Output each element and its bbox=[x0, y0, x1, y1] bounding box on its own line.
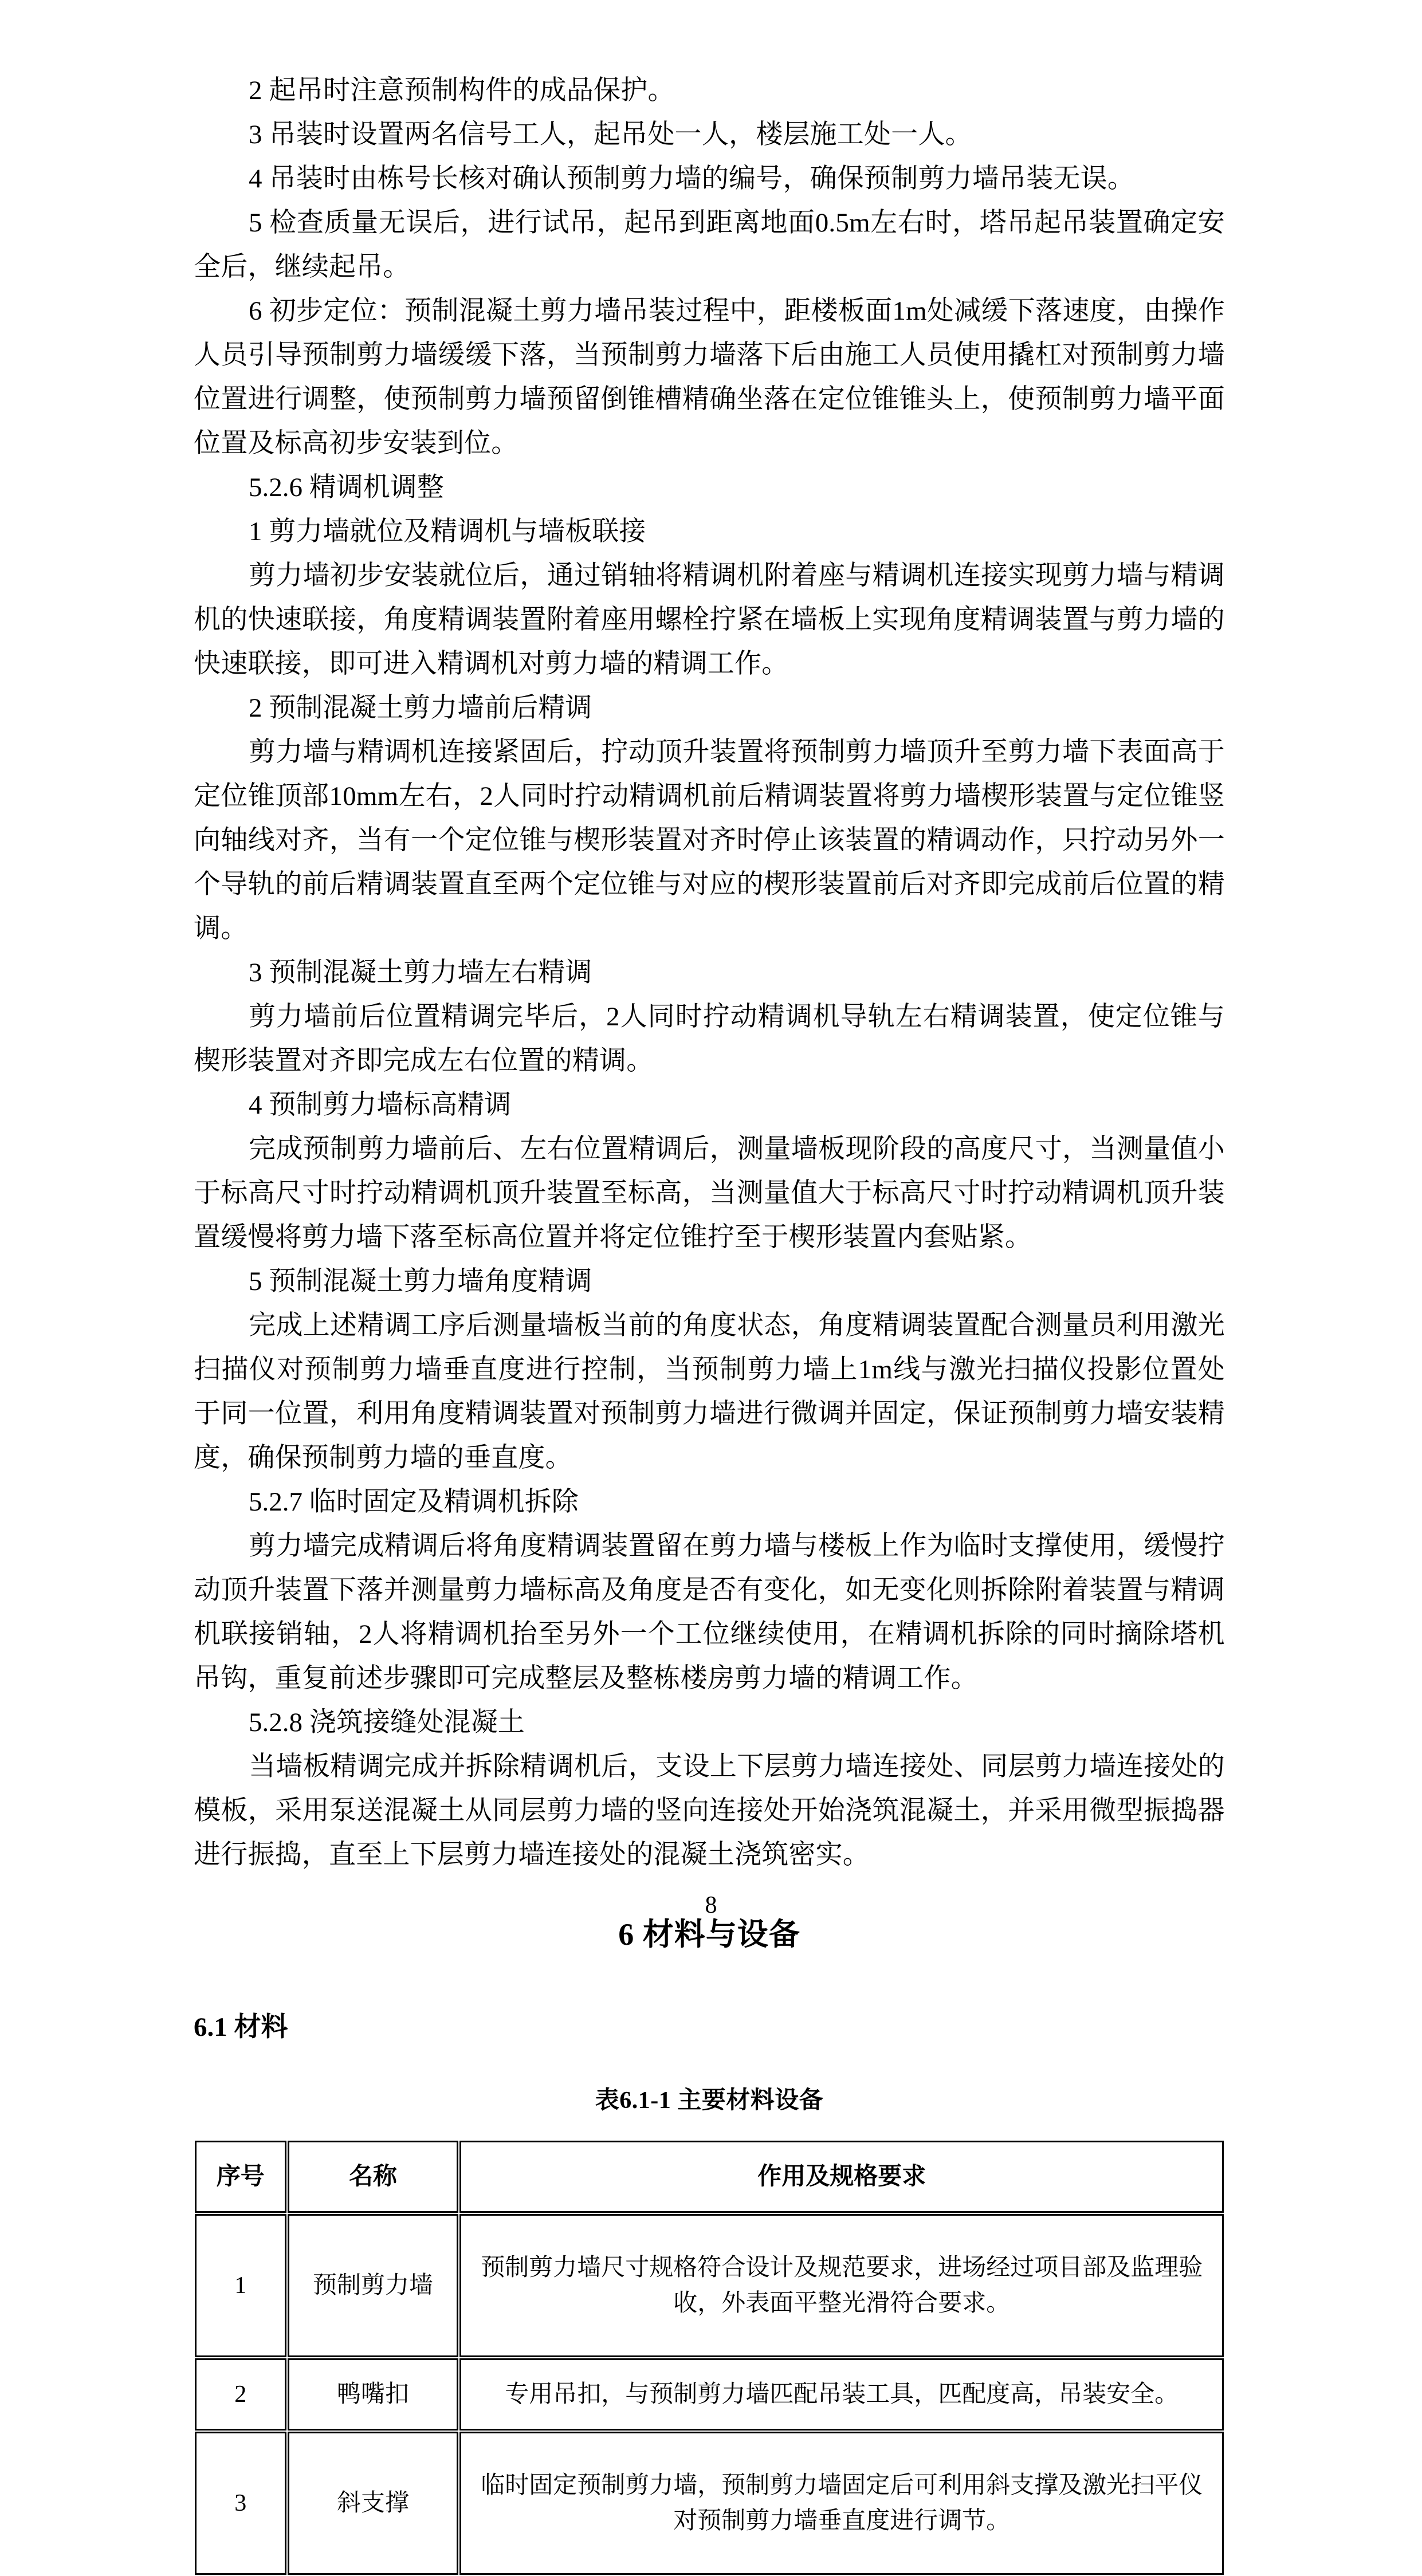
table-body bbox=[195, 2214, 1224, 2575]
section-heading-6-1: 6.1 材料 bbox=[194, 2012, 288, 2042]
heading-5-2-6: 5.2.6 精调机调整 bbox=[249, 473, 444, 502]
cell-no: 1 bbox=[195, 2214, 286, 2357]
paragraph-item-5: 完成上述精调工序后测量墙板当前的角度状态，角度精调装置配合测量员利用激光扫描仪对预制剪力墙垂直度进行控制，当预制剪力墙上1m线与激光扫描仪投影位置处于同一位置，利用角度精调装置对预制剪力墙进行微调并固定，保证预制剪力墙安装精度，确保预制剪力墙的垂直度。 bbox=[194, 1311, 1225, 1473]
numbered-item-2: 2 起吊时注意预制构件的成品保护。 bbox=[249, 76, 675, 105]
heading-item-1: 1 剪力墙就位及精调机与墙板联接 bbox=[249, 517, 646, 546]
cell-name: 预制剪力墙 bbox=[288, 2214, 459, 2357]
page-content bbox=[194, 69, 1225, 2576]
heading-item-2: 2 预制混凝土剪力墙前后精调 bbox=[249, 693, 592, 723]
paragraph-5-2-8: 当墙板精调完成并拆除精调机后，支设上下层剪力墙连接处、同层剪力墙连接处的模板，采用泵送混凝土从同层剪力墙的竖向连接处开始浇筑混凝土，并采用微型振捣器进行振捣，直至上下层剪力墙连接处的混凝土浇筑密实。 bbox=[194, 1752, 1225, 1870]
numbered-item-6: 6 初步定位：预制混凝土剪力墙吊装过程中，距楼板面1m处减缓下落速度，由操作人员引导预制剪力墙缓缓下落，当预制剪力墙落下后由施工人员使用撬杠对预制剪力墙位置进行调整，使预制剪力墙预留倒锥槽精确坐落在定位锥锥头上，使预制剪力墙平面位置及标高初步安装到位。 bbox=[194, 296, 1225, 458]
table-caption: 表6.1-1 主要材料设备 bbox=[595, 2087, 824, 2114]
cell-no: 2 bbox=[195, 2358, 286, 2431]
cell-desc: 预制剪力墙尺寸规格符合设计及规范要求，进场经过项目部及监理验收，外表面平整光滑符合要求。 bbox=[459, 2214, 1224, 2357]
cell-desc: 专用吊扣，与预制剪力墙匹配吊装工具，匹配度高，吊装安全。 bbox=[459, 2358, 1224, 2431]
table-row bbox=[195, 2358, 1224, 2431]
cell-desc: 临时固定预制剪力墙，预制剪力墙固定后可利用斜支撑及激光扫平仪对预制剪力墙垂直度进行调节。 bbox=[459, 2432, 1224, 2575]
heading-5-2-8: 5.2.8 浇筑接缝处混凝土 bbox=[249, 1708, 525, 1737]
column-header-name: 名称 bbox=[288, 2141, 459, 2213]
paragraph-item-2: 剪力墙与精调机连接紧固后，拧动顶升装置将预制剪力墙顶升至剪力墙下表面高于定位锥顶部10mm左右，2人同时拧动精调机前后精调装置将剪力墙楔形装置与定位锥竖向轴线对齐，当有一个定位锥与楔形装置对齐时停止该装置的精调动作，只拧动另外一个导轨的前后精调装置直至两个定位锥与对应的楔形装置前后对齐即完成前后位置的精调。 bbox=[194, 737, 1225, 943]
paragraph-item-4: 完成预制剪力墙前后、左右位置精调后，测量墙板现阶段的高度尺寸，当测量值小于标高尺寸时拧动精调机顶升装置至标高，当测量值大于标高尺寸时拧动精调机顶升装置缓慢将剪力墙下落至标高位置并将定位锥拧至于楔形装置内套贴紧。 bbox=[194, 1134, 1225, 1252]
cell-name: 斜支撑 bbox=[288, 2432, 459, 2575]
paragraph-item-1: 剪力墙初步安装就位后，通过销轴将精调机附着座与精调机连接实现剪力墙与精调机的快速联接，角度精调装置附着座用螺栓拧紧在墙板上实现角度精调装置与剪力墙的快速联接，即可进入精调机对剪力墙的精调工作。 bbox=[194, 561, 1225, 679]
table-row bbox=[195, 2432, 1224, 2575]
heading-5-2-7: 5.2.7 临时固定及精调机拆除 bbox=[249, 1487, 579, 1517]
table-header-row bbox=[195, 2141, 1224, 2213]
numbered-item-5: 5 检查质量无误后，进行试吊，起吊到距离地面0.5m左右时，塔吊起吊装置确定安全后，继续起吊。 bbox=[194, 208, 1225, 282]
column-header-no: 序号 bbox=[195, 2141, 286, 2213]
materials-table bbox=[194, 2140, 1225, 2576]
column-header-desc: 作用及规格要求 bbox=[459, 2141, 1224, 2213]
spacer bbox=[194, 1962, 1225, 2002]
heading-item-5: 5 预制混凝土剪力墙角度精调 bbox=[249, 1267, 592, 1296]
table-head bbox=[195, 2141, 1224, 2213]
cell-no: 3 bbox=[195, 2432, 286, 2575]
heading-item-3: 3 预制混凝土剪力墙左右精调 bbox=[249, 958, 592, 988]
chapter-heading-6: 6 材料与设备 bbox=[618, 1917, 800, 1952]
paragraph-item-3: 剪力墙前后位置精调完毕后，2人同时拧动精调机导轨左右精调装置，使定位锥与楔形装置对齐即完成左右位置的精调。 bbox=[194, 1002, 1225, 1076]
paragraph-5-2-7: 剪力墙完成精调后将角度精调装置留在剪力墙与楼板上作为临时支撑使用，缓慢拧动顶升装置下落并测量剪力墙标高及角度是否有变化，如无变化则拆除附着装置与精调机联接销轴，2人将精调机抬至另外一个工位继续使用，在精调机拆除的同时摘除塔机吊钩，重复前述步骤即可完成整层及整栋楼房剪力墙的精调工作。 bbox=[194, 1531, 1225, 1693]
heading-item-4: 4 预制剪力墙标高精调 bbox=[249, 1090, 512, 1120]
numbered-item-3: 3 吊装时设置两名信号工人，起吊处一人，楼层施工处一人。 bbox=[249, 120, 972, 150]
page-number: 8 bbox=[705, 1892, 717, 1918]
cell-name: 鸭嘴扣 bbox=[288, 2358, 459, 2431]
numbered-item-4: 4 吊装时由栋号长核对确认预制剪力墙的编号，确保预制剪力墙吊装无误。 bbox=[249, 164, 1135, 194]
table-row bbox=[195, 2214, 1224, 2357]
spacer bbox=[194, 2119, 1225, 2140]
spacer bbox=[194, 2052, 1225, 2082]
